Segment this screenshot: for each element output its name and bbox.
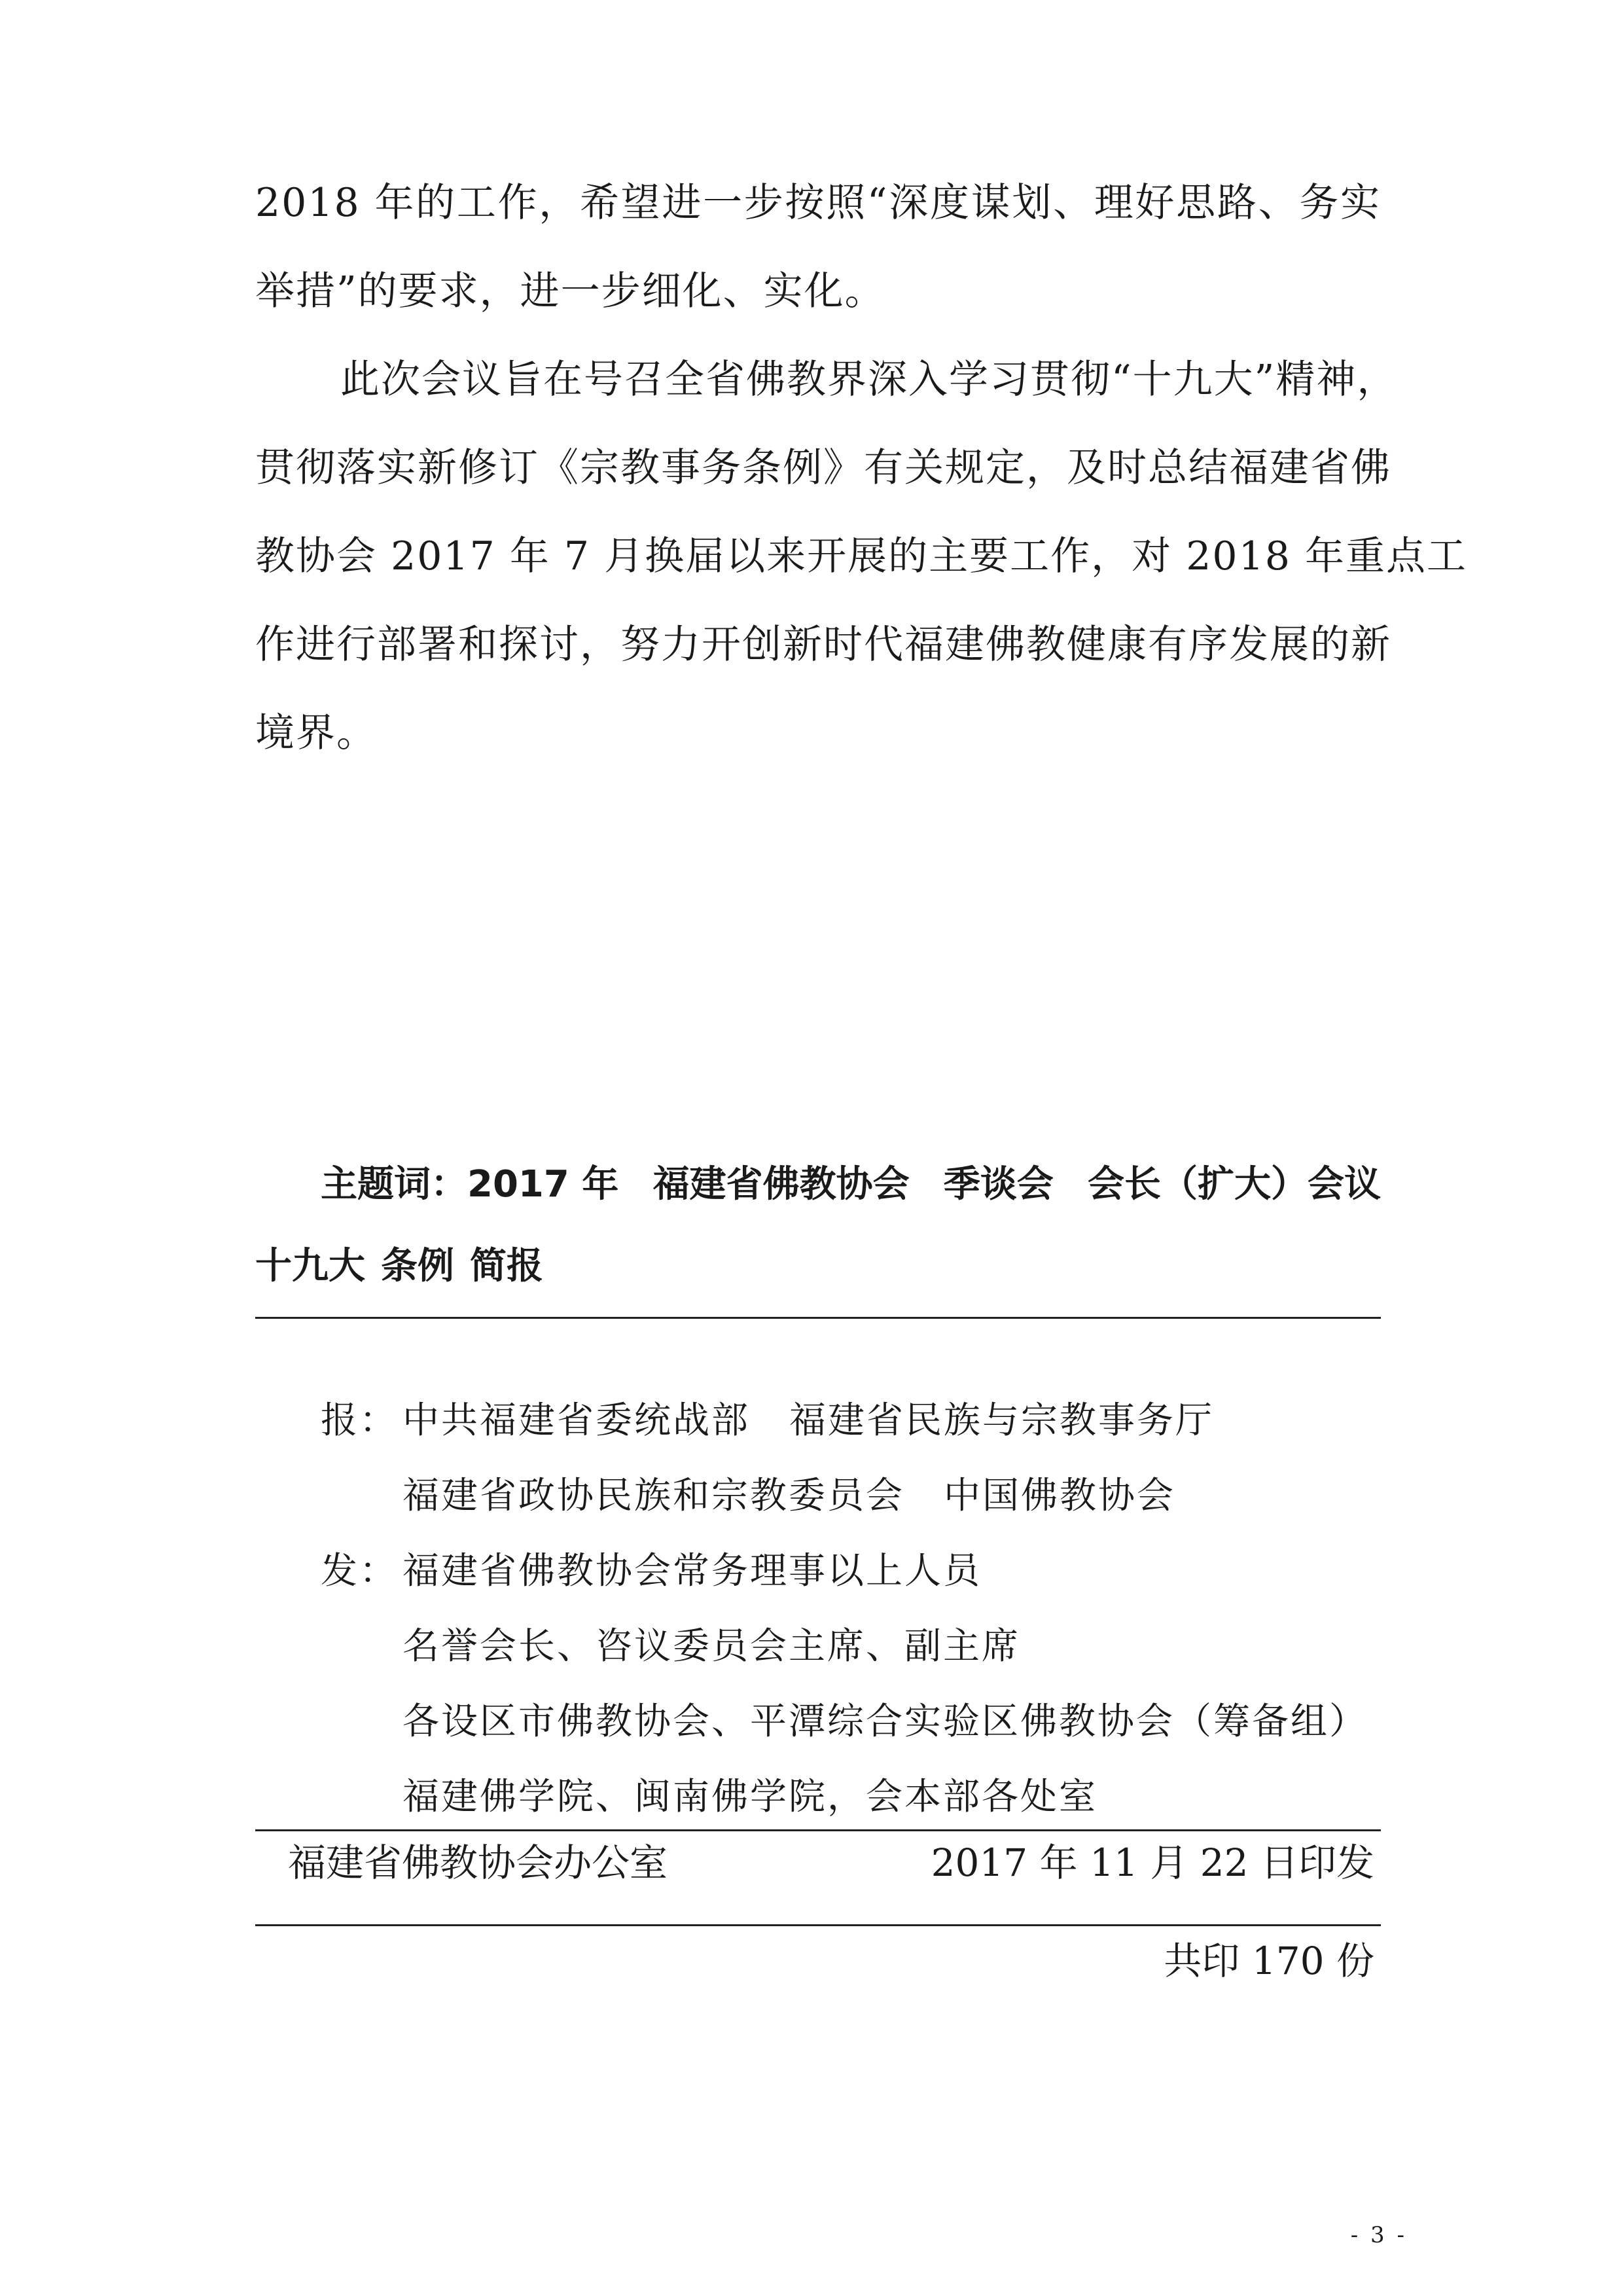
subject-keywords-row-2 (255, 1240, 543, 1293)
issue-footer (288, 1839, 1374, 1886)
send-recipient-4: 福建佛学院、闽南佛学院，会本部各处室 (402, 1776, 1097, 1818)
send-recipient-1: 福建省佛教协会常务理事以上人员 (402, 1550, 982, 1592)
paragraph-2-line-2: 贯彻落实新修订《宗教事务条例》有关规定，及时总结福建省佛 (255, 445, 1391, 491)
keyword: 季谈会 (943, 1163, 1054, 1206)
keyword: 会长（扩大）会议 (1087, 1163, 1381, 1206)
report-recipients-line-2 (402, 1473, 1175, 1520)
keyword: 福建省佛教协会 (652, 1163, 910, 1206)
recipient: 福建省民族与宗教事务厅 (789, 1399, 1214, 1442)
paragraph-2-line-3: 教协会 2017 年 7 月换届以来开展的主要工作，对 2018 年重点工 (255, 533, 1467, 579)
send-recipient-3: 各设区市佛教协会、平潭综合实验区佛教协会（筹备组） (402, 1700, 1368, 1743)
issue-date: 2017 年 11 月 22 日印发 (931, 1840, 1374, 1885)
divider-rule (255, 1924, 1381, 1926)
paragraph-1-line-1: 2018 年的工作，希望进一步按照“深度谋划、理好思路、务实 (255, 180, 1381, 226)
divider-rule (255, 1317, 1381, 1319)
keyword: 十九大 (255, 1245, 365, 1287)
paragraph-2-line-4: 作进行部署和探讨，努力开创新时代福建佛教健康有序发展的新 (255, 622, 1391, 668)
subject-keywords-row-1 (321, 1158, 1381, 1211)
paragraph-2-line-1: 此次会议旨在号召全省佛教界深入学习贯彻“十九大”精神， (340, 357, 1398, 403)
recipient: 中国佛教协会 (944, 1475, 1175, 1517)
paragraph-2-line-5: 境界。 (255, 710, 377, 756)
report-label: 报： (321, 1399, 398, 1442)
print-copies: 共印 170 份 (1164, 1939, 1374, 1983)
keyword: 条例 (381, 1245, 454, 1287)
send-label: 发： (321, 1550, 398, 1592)
keyword: 简报 (470, 1245, 543, 1287)
issuer-office: 福建省佛教协会办公室 (288, 1840, 668, 1885)
page-number: - 3 - (1350, 2222, 1407, 2248)
paragraph-1-line-2: 举措”的要求，进一步细化、实化。 (255, 268, 885, 314)
send-recipient-2: 名誉会长、咨议委员会主席、副主席 (402, 1625, 1020, 1668)
divider-rule (255, 1829, 1381, 1831)
recipient: 中共福建省委统战部 (402, 1399, 750, 1442)
keywords-label: 主题词：2017 年 (321, 1163, 619, 1206)
recipient: 福建省政协民族和宗教委员会 (402, 1475, 904, 1517)
report-recipients-line-1 (402, 1397, 1214, 1444)
